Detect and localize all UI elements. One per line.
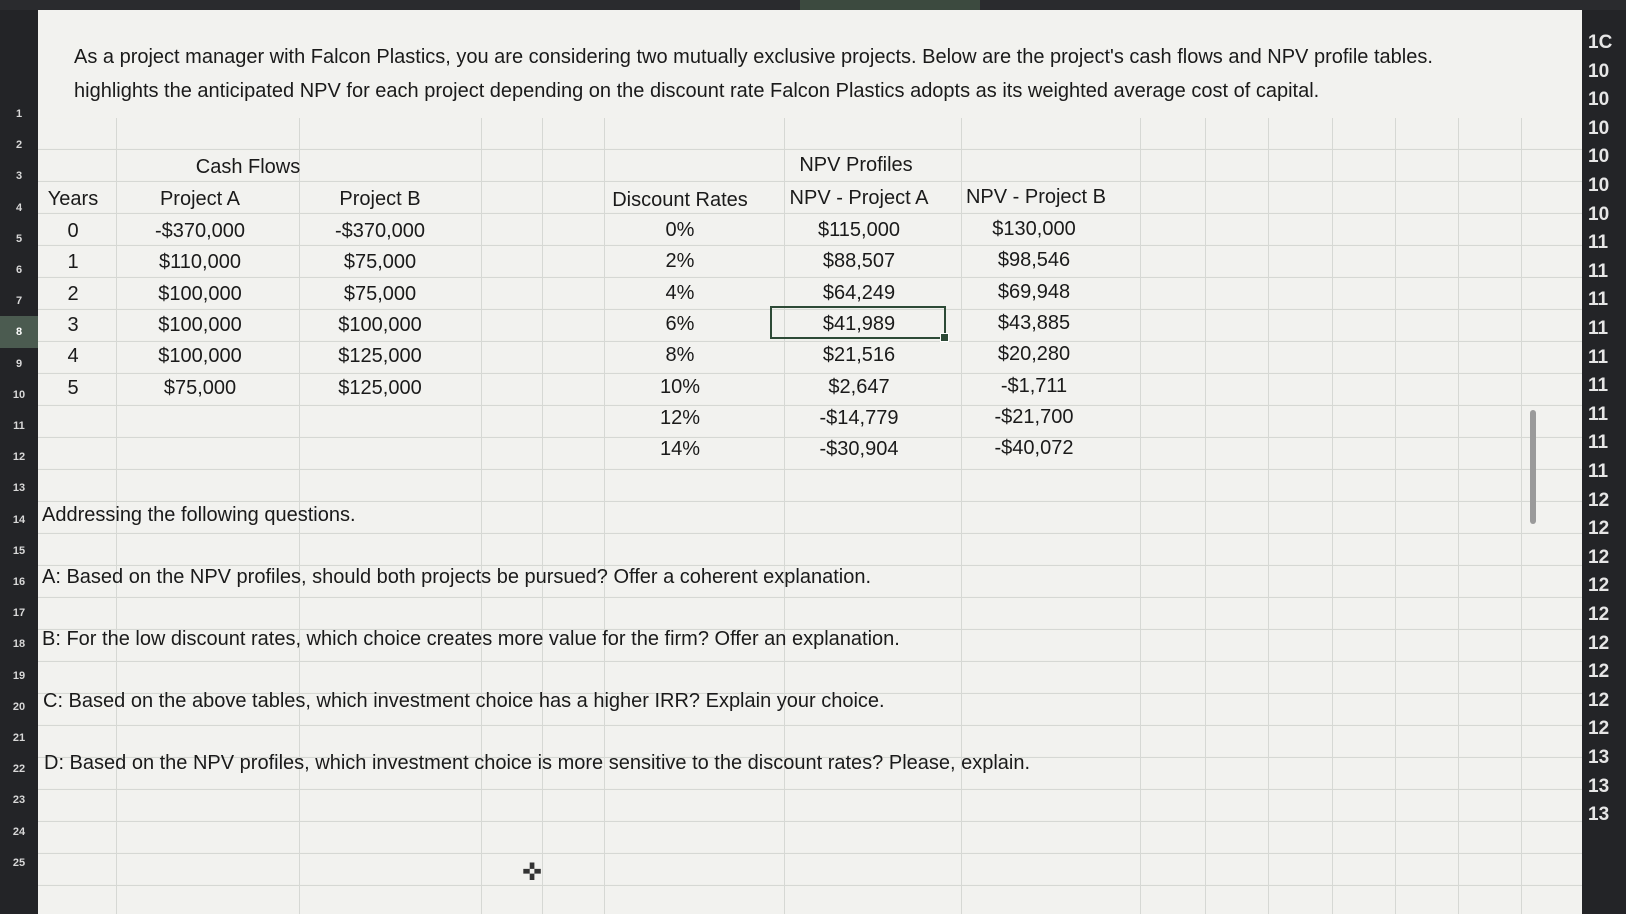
- cf-cell-r5-c1[interactable]: $75,000: [163, 376, 237, 399]
- npv-cell-r6-c0[interactable]: 12%: [659, 406, 701, 429]
- right-strip-label: 11: [1588, 260, 1609, 282]
- right-strip-label: 13: [1588, 804, 1610, 826]
- row-header-22[interactable]: 22: [12, 763, 26, 776]
- npv-profiles-title[interactable]: NPV Profiles: [799, 154, 913, 176]
- right-strip-label: 10: [1588, 60, 1610, 82]
- row-header-23[interactable]: 23: [12, 794, 26, 807]
- npv-cell-r4-c1[interactable]: $21,516: [822, 344, 896, 367]
- npv-cell-r0-c1[interactable]: $115,000: [818, 219, 900, 241]
- cell-cursor-icon: ✜: [522, 859, 543, 886]
- row-header-10[interactable]: 10: [12, 388, 26, 401]
- cf-cell-r4-c0[interactable]: 4: [67, 345, 79, 368]
- npv-cell-r6-c1[interactable]: -$14,779: [819, 406, 899, 429]
- cf-cell-r0-c2[interactable]: -$370,000: [334, 220, 426, 242]
- right-strip-label: 11: [1588, 346, 1609, 368]
- right-strip-label: 12: [1588, 546, 1610, 568]
- npv-cell-r1-c1[interactable]: $88,507: [822, 250, 896, 273]
- cf-cell-r4-c1[interactable]: $100,000: [158, 345, 242, 368]
- cf-header-project-a[interactable]: Project A: [159, 188, 241, 210]
- cf-cell-r5-c0[interactable]: 5: [67, 376, 79, 399]
- npv-cell-r2-c0[interactable]: 4%: [665, 281, 695, 304]
- row-header-4[interactable]: 4: [15, 201, 23, 214]
- selected-cell[interactable]: [770, 306, 946, 339]
- selected-column-indicator: [800, 0, 980, 10]
- npv-cell-r7-c0[interactable]: 14%: [659, 438, 701, 461]
- right-strip-label: 12: [1588, 661, 1610, 683]
- right-strip-label: 11: [1588, 318, 1609, 339]
- right-strip-label: 11: [1588, 375, 1609, 397]
- cf-cell-r2-c2[interactable]: $75,000: [343, 282, 417, 305]
- cf-cell-r2-c1[interactable]: $100,000: [158, 282, 242, 305]
- cf-header-project-b[interactable]: Project B: [339, 188, 421, 210]
- npv-cell-r0-c2[interactable]: $130,000: [992, 218, 1076, 240]
- intro-line-2: highlights the anticipated NPV for each project depending on the discount rate Falcon Plastics adopts as its weighted average cost of capital.: [74, 80, 1320, 102]
- right-strip-label: 13: [1588, 775, 1610, 797]
- cf-cell-r3-c1[interactable]: $100,000: [158, 313, 242, 336]
- npv-cell-r4-c2[interactable]: $20,280: [997, 343, 1071, 366]
- row-header-17[interactable]: 17: [12, 607, 26, 620]
- right-strip-label: 10: [1588, 146, 1610, 168]
- npv-cell-r3-c1[interactable]: $41,989: [822, 312, 896, 335]
- npv-header-project-a[interactable]: NPV - Project A: [789, 187, 929, 209]
- npv-cell-r2-c1[interactable]: $64,249: [822, 281, 896, 304]
- right-strip-label: 11: [1588, 461, 1609, 482]
- cf-cell-r5-c2[interactable]: $125,000: [338, 376, 422, 399]
- row-header-18[interactable]: 18: [12, 638, 26, 651]
- npv-cell-r7-c1[interactable]: -$30,904: [819, 438, 899, 461]
- cf-cell-r1-c1[interactable]: $110,000: [159, 251, 241, 274]
- npv-cell-r5-c1[interactable]: $2,647: [828, 375, 890, 398]
- right-strip-label: 1C: [1588, 32, 1613, 53]
- cf-cell-r3-c0[interactable]: 3: [67, 313, 79, 336]
- cash-flows-title[interactable]: Cash Flows: [195, 156, 301, 178]
- right-strip-label: 12: [1588, 604, 1610, 625]
- right-strip-label: 10: [1588, 203, 1610, 225]
- right-strip-label: 10: [1588, 175, 1610, 196]
- cf-cell-r2-c0[interactable]: 2: [67, 282, 79, 305]
- npv-cell-r6-c2[interactable]: -$21,700: [994, 405, 1074, 428]
- vertical-scrollbar[interactable]: [1530, 410, 1536, 524]
- question-a[interactable]: A: Based on the NPV profiles, should both projects be pursued? Offer a coherent explanation.: [42, 566, 872, 588]
- npv-cell-r4-c0[interactable]: 8%: [665, 344, 695, 367]
- right-strip-label: 10: [1588, 117, 1610, 139]
- row-header-6[interactable]: 6: [15, 264, 23, 276]
- npv-cell-r5-c0[interactable]: 10%: [659, 375, 701, 398]
- cf-cell-r0-c1[interactable]: -$370,000: [154, 220, 246, 242]
- row-header-7[interactable]: 7: [15, 295, 23, 308]
- npv-cell-r0-c0[interactable]: 0%: [665, 219, 695, 241]
- npv-cell-r7-c2[interactable]: -$40,072: [994, 437, 1074, 460]
- fill-handle[interactable]: [940, 333, 949, 342]
- row-header-15[interactable]: 15: [12, 544, 26, 557]
- npv-cell-r1-c0[interactable]: 2%: [665, 250, 695, 273]
- cf-cell-r0-c0[interactable]: 0: [67, 220, 79, 242]
- right-strip-label: 11: [1588, 232, 1609, 254]
- row-header-13[interactable]: 13: [12, 482, 26, 495]
- cf-cell-r1-c0[interactable]: 1: [67, 251, 79, 274]
- intro-line-1: As a project manager with Falcon Plastics, you are considering two mutually exclusive projects. Below are the project's cash flows and NPV profile tables.: [74, 46, 1433, 68]
- cf-header-years[interactable]: Years: [47, 188, 99, 210]
- row-header-3[interactable]: 3: [15, 170, 23, 183]
- cf-cell-r1-c2[interactable]: $75,000: [343, 251, 417, 274]
- row-header-8[interactable]: 8: [0, 316, 38, 348]
- right-strip-label: 11: [1588, 403, 1609, 425]
- right-strip-label: 12: [1588, 718, 1610, 740]
- row-header-21[interactable]: 21: [12, 732, 26, 744]
- right-strip-label: 11: [1588, 432, 1609, 454]
- npv-cell-r3-c2[interactable]: $43,885: [997, 311, 1071, 334]
- row-header-16[interactable]: 16: [12, 576, 26, 588]
- npv-cell-r2-c2[interactable]: $69,948: [997, 280, 1071, 303]
- row-header-2[interactable]: 2: [15, 139, 23, 152]
- questions-header[interactable]: Addressing the following questions.: [42, 504, 356, 526]
- row-header-5[interactable]: 5: [15, 232, 23, 245]
- right-strip-label: 12: [1588, 632, 1610, 654]
- cf-cell-r3-c2[interactable]: $100,000: [338, 313, 422, 336]
- row-header-24[interactable]: 24: [12, 825, 26, 838]
- npv-header-discount-rates[interactable]: Discount Rates: [612, 189, 748, 211]
- row-header-11[interactable]: 11: [13, 420, 25, 432]
- question-b[interactable]: B: For the low discount rates, which choice creates more value for the firm? Offer an explanation.: [42, 628, 900, 650]
- column-header-bar: [0, 0, 1626, 10]
- npv-cell-r1-c2[interactable]: $98,546: [997, 249, 1071, 272]
- row-header-1[interactable]: 1: [15, 108, 23, 120]
- row-header-12[interactable]: 12: [12, 451, 26, 464]
- question-c[interactable]: C: Based on the above tables, which investment choice has a higher IRR? Explain your choice.: [43, 690, 885, 712]
- question-d[interactable]: D: Based on the NPV profiles, which investment choice is more sensitive to the discount rates? Please, explain.: [44, 752, 1031, 774]
- right-strip-label: 11: [1588, 289, 1609, 311]
- row-header-14[interactable]: 14: [12, 513, 26, 526]
- row-header-19[interactable]: 19: [12, 669, 26, 682]
- row-header-9[interactable]: 9: [15, 357, 23, 370]
- right-strip-label: 13: [1588, 747, 1610, 768]
- spreadsheet-grid[interactable]: [38, 10, 1582, 914]
- intro-text[interactable]: [74, 40, 1574, 108]
- cf-cell-r4-c2[interactable]: $125,000: [338, 345, 422, 368]
- row-header-25[interactable]: 25: [12, 856, 26, 869]
- row-header-20[interactable]: 20: [12, 700, 26, 713]
- npv-header-project-b[interactable]: NPV - Project B: [965, 186, 1107, 208]
- npv-cell-r3-c0[interactable]: 6%: [665, 312, 695, 335]
- adjacent-window-strip: [1582, 10, 1626, 914]
- npv-cell-r5-c2[interactable]: -$1,711: [1000, 374, 1068, 397]
- right-strip-label: 12: [1588, 575, 1610, 597]
- right-strip-label: 10: [1588, 89, 1610, 111]
- right-strip-label: 12: [1588, 689, 1610, 711]
- right-strip-label: 12: [1588, 518, 1610, 540]
- right-strip-label: 12: [1588, 489, 1610, 511]
- row-headers: [0, 10, 38, 914]
